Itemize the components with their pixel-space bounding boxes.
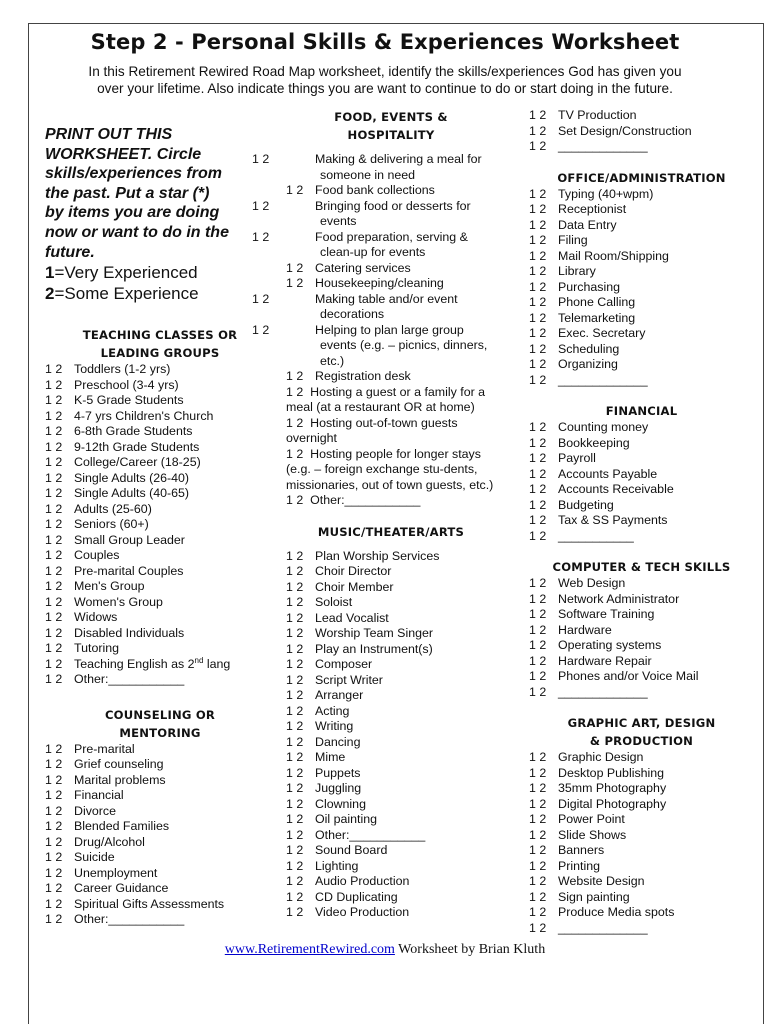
intro-line-2: over your lifetime. Also indicate things you are want to continue to do or start doing in the future.	[97, 81, 673, 96]
list-item[interactable]: 1 2 Mail Room/Shipping	[529, 248, 669, 263]
list-item[interactable]: 1 2 Suicide	[45, 850, 115, 865]
list-item[interactable]: 1 2 Small Group Leader	[45, 532, 185, 547]
list-item[interactable]: 1 2 Pre-marital Couples	[45, 563, 184, 578]
list-item[interactable]: 1 2 Soloist	[286, 595, 353, 609]
list-item[interactable]: 1 2 Phones and/or Voice Mail	[529, 669, 699, 683]
list-item[interactable]: 1 2 Couples	[45, 548, 120, 563]
list-item[interactable]: 1 2 Hardware Repair	[529, 653, 652, 668]
list-item[interactable]: 1 2 Typing (40+wpm)	[529, 186, 654, 201]
list-item[interactable]: 1 2 Operating systems	[529, 638, 662, 652]
list-item[interactable]: 1 2 Financial	[45, 788, 124, 803]
list-item[interactable]: 1 2 Tutoring	[45, 641, 119, 656]
production-list	[529, 108, 754, 155]
list-item[interactable]: 1 2 Food bank collections	[286, 183, 435, 197]
list-item[interactable]: 1 2 Writing	[286, 719, 354, 733]
list-item[interactable]: 1 2 Career Guidance	[45, 881, 169, 896]
print-instructions: PRINT OUT THIS WORKSHEET. Circle skills/experiences from the past. Put a star (*) by items you are doing now or want to do in the future.	[45, 126, 229, 261]
financial-list	[529, 420, 754, 544]
list-item[interactable]: 1 2 TV Production	[529, 108, 637, 122]
list-item[interactable]: 1 2 Play an Instrument(s)	[286, 641, 433, 656]
legend-very-experienced: 1=Very Experienced	[45, 263, 198, 283]
list-item[interactable]: 1 2 Lead Vocalist	[286, 610, 389, 625]
section-header-office: OFFICE/ADMINISTRATION	[557, 170, 726, 185]
intro-line-1: In this Retirement Rewired Road Map worksheet, identify the skills/experiences God has given you	[88, 64, 682, 79]
list-item[interactable]: 1 2 Seniors (60+)	[45, 517, 149, 532]
food-list	[252, 152, 496, 509]
list-item[interactable]: 1 2 Organizing	[529, 357, 618, 371]
column-left	[45, 125, 275, 928]
list-item[interactable]: 1 2 Toddlers (1-2 yrs)	[45, 362, 171, 377]
rating-legend	[45, 262, 275, 304]
list-item-other[interactable]: 1 2 _____________	[529, 372, 648, 387]
list-item[interactable]: 1 2 Grief counseling	[45, 757, 164, 772]
list-item[interactable]: 1 2 Bookkeeping	[529, 435, 630, 450]
list-item[interactable]: 1 2 K-5 Grade Students	[45, 393, 184, 408]
list-item[interactable]: 1 2 College/Career (18-25)	[45, 455, 201, 470]
list-item[interactable]: 1 2 Hosting a guest or a family for a meal (at a restaurant OR at home)	[286, 384, 486, 414]
list-item[interactable]: 1 2 Marital problems	[45, 772, 166, 787]
list-item[interactable]: 1 2 Arranger	[286, 688, 364, 702]
list-item[interactable]: 1 2 6-8th Grade Students	[45, 424, 193, 439]
list-item[interactable]: 1 2 Network Administrator	[529, 591, 680, 606]
list-item[interactable]: 1 2 Unemployment	[45, 865, 158, 880]
list-item[interactable]: 1 2 Web Design	[529, 576, 626, 590]
footer-credit: Worksheet by Brian Kluth	[394, 942, 546, 957]
section-header-music: MUSIC/THEATER/ARTS	[317, 524, 465, 539]
list-item[interactable]: 1 2 Women's Group	[45, 594, 163, 609]
list-item[interactable]: 1 2 Bringing food or desserts for events	[252, 198, 471, 228]
list-item[interactable]: 1 2 Composer	[286, 657, 373, 671]
list-item[interactable]: 1 2 Payroll	[529, 451, 596, 465]
list-item-other[interactable]: 1 2 Other:___________	[286, 827, 426, 842]
office-list	[529, 187, 754, 389]
list-item[interactable]: 1 2 Oil painting	[286, 812, 377, 826]
list-item-other[interactable]: 1 2 ___________	[529, 528, 634, 543]
computer-list	[529, 576, 754, 700]
list-item[interactable]: 1 2 Divorce	[45, 803, 116, 818]
section-header-graphic: GRAPHIC ART, DESIGN & PRODUCTION	[567, 716, 716, 748]
list-item[interactable]: 1 2 Men's Group	[45, 579, 145, 594]
list-item[interactable]: 1 2 Script Writer	[286, 672, 383, 687]
list-item[interactable]: 1 2 Choir Member	[286, 579, 394, 594]
list-item[interactable]: 1 2 Graphic Design	[529, 750, 644, 764]
section-header-counseling: COUNSELING OR MENTORING	[104, 707, 216, 740]
list-item[interactable]: 1 2 Phone Calling	[529, 295, 636, 309]
list-item[interactable]: 1 2 Sound Board	[286, 843, 388, 857]
list-item[interactable]: 1 2 Mime	[286, 750, 346, 764]
list-item-other[interactable]: 1 2 Other:___________	[286, 493, 421, 507]
list-item-other[interactable]: 1 2 _____________	[529, 920, 648, 935]
column-right	[529, 108, 754, 936]
list-item[interactable]: 1 2 Produce Media spots	[529, 905, 675, 919]
list-item[interactable]: 1 2 Budgeting	[529, 497, 614, 512]
list-item[interactable]: 1 2 Drug/Alcohol	[45, 834, 145, 849]
list-item[interactable]: 1 2 Exec. Secretary	[529, 326, 646, 340]
list-item[interactable]: 1 2 Data Entry	[529, 217, 617, 232]
list-item[interactable]: 1 2 Puppets	[286, 765, 361, 780]
list-item[interactable]: 1 2 Accounts Receivable	[529, 482, 674, 496]
list-item[interactable]: 1 2 Preschool (3-4 yrs)	[45, 377, 179, 392]
list-item[interactable]: 1 2 Spiritual Gifts Assessments	[45, 896, 225, 911]
list-item[interactable]: 1 2 Disabled Individuals	[45, 625, 185, 640]
list-item[interactable]: 1 2 Juggling	[286, 781, 362, 795]
list-item[interactable]: 1 2 Printing	[529, 858, 601, 873]
list-item[interactable]: 1 2 Making & delivering a meal for someone in need	[252, 152, 482, 182]
list-item[interactable]: 1 2 Purchasing	[529, 279, 620, 294]
list-item[interactable]: 1 2 Power Point	[529, 812, 625, 826]
list-item[interactable]: 1 2 9-12th Grade Students	[45, 439, 200, 454]
list-item[interactable]: 1 2 Housekeeping/cleaning	[286, 276, 444, 290]
list-item[interactable]: 1 2 Blended Families	[45, 819, 170, 834]
column-middle	[252, 108, 496, 921]
list-item[interactable]: 1 2 Single Adults (40-65)	[45, 486, 190, 501]
list-item[interactable]: 1 2 Single Adults (26-40)	[45, 470, 190, 485]
graphic-list	[529, 750, 754, 936]
list-item[interactable]: 1 2 Slide Shows	[529, 827, 627, 842]
list-item[interactable]: 1 2 Audio Production	[286, 874, 410, 888]
section-header-computer: COMPUTER & TECH SKILLS	[552, 560, 731, 574]
list-item[interactable]: 1 2 Plan Worship Services	[286, 548, 440, 563]
legend-some-experience: 2=Some Experience	[45, 284, 199, 304]
list-item[interactable]: 1 2 Worship Team Singer	[286, 626, 433, 640]
list-item[interactable]: 1 2 Making table and/or event decorations	[252, 291, 458, 321]
list-item[interactable]: 1 2 Digital Photography	[529, 796, 667, 811]
section-header-financial: FINANCIAL	[605, 404, 678, 418]
list-item-esl[interactable]: 1 2 Teaching English as 2nd lang	[45, 655, 231, 671]
list-item[interactable]: 1 2 35mm Photography	[529, 781, 667, 795]
section-header-food: FOOD, EVENTS & HOSPITALITY	[334, 110, 448, 142]
teaching-list	[45, 362, 275, 688]
list-item[interactable]: 1 2 Food preparation, serving & clean-up for events	[252, 229, 468, 259]
website-link[interactable]: www.RetirementRewired.com	[224, 942, 395, 957]
list-item[interactable]: 1 2 Hosting people for longer stays (e.g. – foreign exchange stu-dents, missionaries, out of town guests, etc.)	[286, 446, 494, 492]
list-item[interactable]: 1 2 Tax & SS Payments	[529, 513, 668, 527]
list-item-other[interactable]: 1 2 Other:___________	[45, 672, 185, 687]
list-item[interactable]: 1 2 4-7 yrs Children's Church	[45, 408, 214, 423]
list-item[interactable]: 1 2 Counting money	[529, 420, 649, 434]
list-item[interactable]: 1 2 Adults (25-60)	[45, 501, 152, 516]
list-item[interactable]: 1 2 Hardware	[529, 622, 612, 637]
list-item[interactable]: 1 2 Desktop Publishing	[529, 765, 665, 780]
list-item[interactable]: 1 2 Sign painting	[529, 889, 630, 904]
list-item[interactable]: 1 2 Library	[529, 264, 596, 278]
list-item[interactable]: 1 2 Catering services	[286, 260, 411, 275]
list-item[interactable]: 1 2 Widows	[45, 610, 118, 625]
list-item[interactable]: 1 2 Website Design	[529, 874, 645, 888]
list-item[interactable]: 1 2 Accounts Payable	[529, 466, 658, 481]
list-item[interactable]: 1 2 Choir Director	[286, 564, 392, 578]
list-item-other[interactable]: 1 2 _____________	[529, 139, 648, 153]
list-item-other[interactable]: 1 2 _____________	[529, 684, 648, 699]
footer	[0, 942, 770, 958]
list-item[interactable]: 1 2 Lighting	[286, 858, 359, 873]
section-header-teaching: TEACHING CLASSES OR LEADING GROUPS	[82, 328, 238, 361]
list-item[interactable]: 1 2 Helping to plan large group events (e.g. – picnics, dinners, etc.)	[252, 322, 488, 368]
list-item[interactable]: 1 2 Set Design/Construction	[529, 123, 692, 138]
list-item[interactable]: 1 2 Scheduling	[529, 341, 620, 356]
list-item[interactable]: 1 2 Hosting out-of-town guests overnight	[286, 415, 458, 445]
list-item[interactable]: 1 2 Banners	[529, 843, 605, 857]
list-item-other[interactable]: 1 2 Other:___________	[45, 912, 185, 927]
list-item[interactable]: 1 2 Telemarketing	[529, 310, 636, 325]
list-item[interactable]: 1 2 Software Training	[529, 607, 655, 621]
list-item[interactable]: 1 2 CD Duplicating	[286, 889, 398, 904]
list-item[interactable]: 1 2 Receptionist	[529, 202, 627, 216]
list-item[interactable]: 1 2 Clowning	[286, 796, 366, 811]
list-item[interactable]: 1 2 Pre-marital	[45, 741, 135, 756]
list-item[interactable]: 1 2 Registration desk	[286, 369, 411, 383]
page-title: Step 2 - Personal Skills & Experiences Worksheet	[90, 30, 680, 54]
music-list	[286, 549, 496, 921]
list-item[interactable]: 1 2 Filing	[529, 233, 588, 247]
list-item[interactable]: 1 2 Video Production	[286, 905, 410, 919]
list-item[interactable]: 1 2 Dancing	[286, 734, 361, 749]
intro-text	[40, 63, 730, 97]
counseling-list	[45, 742, 275, 928]
list-item[interactable]: 1 2 Acting	[286, 703, 350, 718]
